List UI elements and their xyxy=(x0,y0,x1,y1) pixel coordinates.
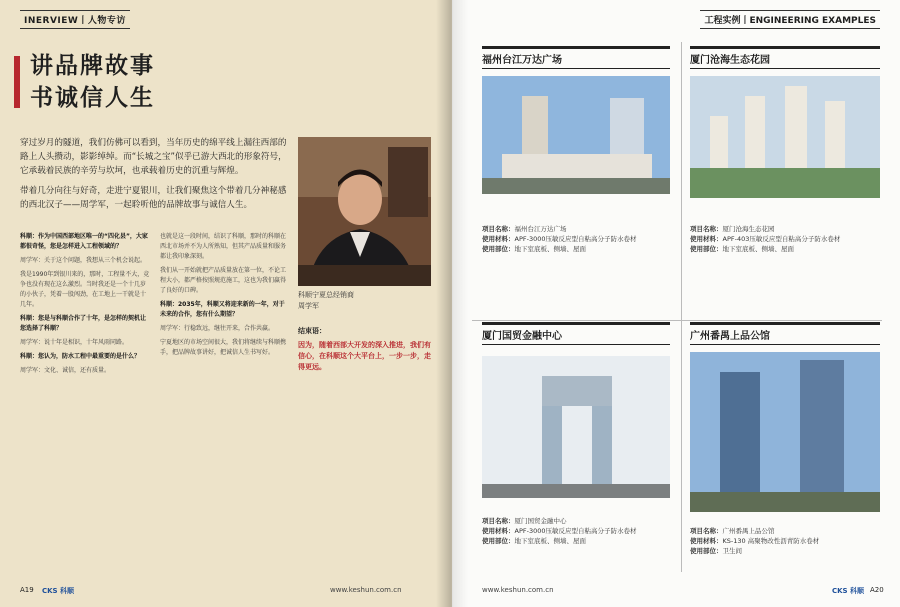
building-illustration xyxy=(690,76,880,198)
building-illustration xyxy=(690,352,880,512)
project-title: 福州台江万达广场 xyxy=(482,46,670,69)
pull-quote-text: 因为，随着西部大开发的深入推进，我们有信心，在科顺这个大平台上，一步一步，走得更远。 xyxy=(298,341,431,371)
interview-paragraph: 周学军：文化、诚信，还有质量。 xyxy=(20,367,111,374)
building-illustration xyxy=(482,76,670,194)
right-page xyxy=(452,0,900,607)
project-info: 项目名称：厦门国贸金融中心 使用材料：APF-3000压敏反应型自粘高分子防水卷材 使用部位：地下室底板、侧墙、屋面 xyxy=(482,517,637,545)
footer-url: www.keshun.com.cn xyxy=(482,586,554,594)
intro-text xyxy=(20,136,290,218)
title-accent-bar xyxy=(14,56,20,108)
project-info: 项目名称：福州台江万达广场 使用材料：APF-3000压敏反应型自粘高分子防水卷材 使用部位：地下室底板、侧墙、屋面 xyxy=(482,225,637,253)
pull-quote xyxy=(298,326,431,373)
interview-paragraph: 周学军：关于这个问题，我想从三个机会说起。 xyxy=(20,257,147,264)
portrait-photo xyxy=(298,137,431,286)
caption-role: 周学军 xyxy=(298,302,319,310)
interview-question: 科顺：2035年，科顺又将迎来新的一年，对于未来的合作，您有什么期望？ xyxy=(160,301,285,318)
section-header: INERVIEW丨人物专访 xyxy=(20,10,130,29)
caption-name: 科顺宁夏总经销商 xyxy=(298,291,354,299)
project-info: 项目名称：广州番禺上品公馆 使用材料：KS-130 高聚物改性沥青防水卷材 使用部位：卫生间 xyxy=(690,527,820,555)
page-number: A19 xyxy=(20,586,34,594)
photo-caption xyxy=(298,290,431,312)
article-title xyxy=(30,50,155,114)
project-photo xyxy=(482,356,670,498)
title-line-2: 书诚信人生 xyxy=(30,85,155,111)
project-photo xyxy=(482,76,670,194)
title-line-1: 讲品牌故事 xyxy=(30,53,155,79)
interview-paragraph: 也就是这一段时间，结识了科顺，那时的科顺在西北市场并不为人所熟知，但其产品质量和服务都让我印象深刻。 xyxy=(160,233,287,260)
article-column-2 xyxy=(160,232,290,577)
interview-question: 科顺：作为中国西部地区唯一的“四化县”，大家都很奇怪，您是怎样进入工程领域的？ xyxy=(20,233,148,250)
interview-question: 科顺：您是与科顺合作了十年，是怎样的契机让您选择了科顺？ xyxy=(20,315,147,332)
article-column-1 xyxy=(20,232,150,577)
portrait-illustration xyxy=(298,137,431,286)
project-title: 厦门国贸金融中心 xyxy=(482,322,670,345)
interview-question: 科顺：您认为，防水工程中最重要的是什么？ xyxy=(20,353,141,360)
interview-paragraph: 周学军：行稳致远，继往开来，合作共赢。 xyxy=(160,325,275,332)
project-title: 广州番禺上品公馆 xyxy=(690,322,880,345)
interview-paragraph: 宁夏地区的市场空间很大，我们将继续与科顺携手，把品牌故事讲好，把诚信人生书写好。 xyxy=(160,339,287,356)
interview-paragraph: 我们从一开始就把产品质量放在第一位，不论工程大小，都严格按照规范施工，这也为我们赢得了良好的口碑。 xyxy=(160,267,287,294)
grid-divider-vertical xyxy=(681,42,682,572)
interview-paragraph: 周学军：说十年是相识，十年风雨同路。 xyxy=(20,339,129,346)
project-photo xyxy=(690,76,880,198)
book-spine-shadow xyxy=(436,0,468,607)
intro-paragraph: 穿过岁月的隧道，我们仿佛可以看到，当年历史的绵平线上漏往西部的路上人头攒动，影影绰绰。而“长城之宝”似乎已游大西北的形象符号，它承载着民族的辛劳与坎坷，也承载着历史的沉重与辉煌。 xyxy=(20,138,287,176)
intro-paragraph: 带着几分向往与好奇，走进宁夏银川，让我们聚焦这个带着几分神秘感的西北汉子——周学军，一起聆听他的品牌故事与诚信人生。 xyxy=(20,186,287,210)
building-illustration xyxy=(482,356,670,498)
grid-divider-horizontal xyxy=(472,320,882,321)
footer-url: www.keshun.com.cn xyxy=(330,586,402,594)
section-header: 工程实例丨ENGINEERING EXAMPLES xyxy=(700,10,880,29)
brand-logo: CKS 科顺 xyxy=(832,587,865,595)
brand-logo: CKS 科顺 xyxy=(42,587,75,595)
project-title: 厦门沧海生态花园 xyxy=(690,46,880,69)
pull-quote-header: 结束语： xyxy=(298,327,326,335)
project-photo xyxy=(690,352,880,512)
project-info: 项目名称：厦门沧海生态花园 使用材料：APF-403压敏反应型自粘高分子防水卷材 使用部位：地下室底板、侧墙、屋面 xyxy=(690,225,841,253)
page-number: A20 xyxy=(870,586,884,594)
interview-paragraph: 我是1990年到银川来的，那时，工程量不大，竞争也没有现在这么激烈。当时我还是一个十几岁的小伙子，凭着一股闯劲，在工地上一干就是十几年。 xyxy=(20,271,150,308)
